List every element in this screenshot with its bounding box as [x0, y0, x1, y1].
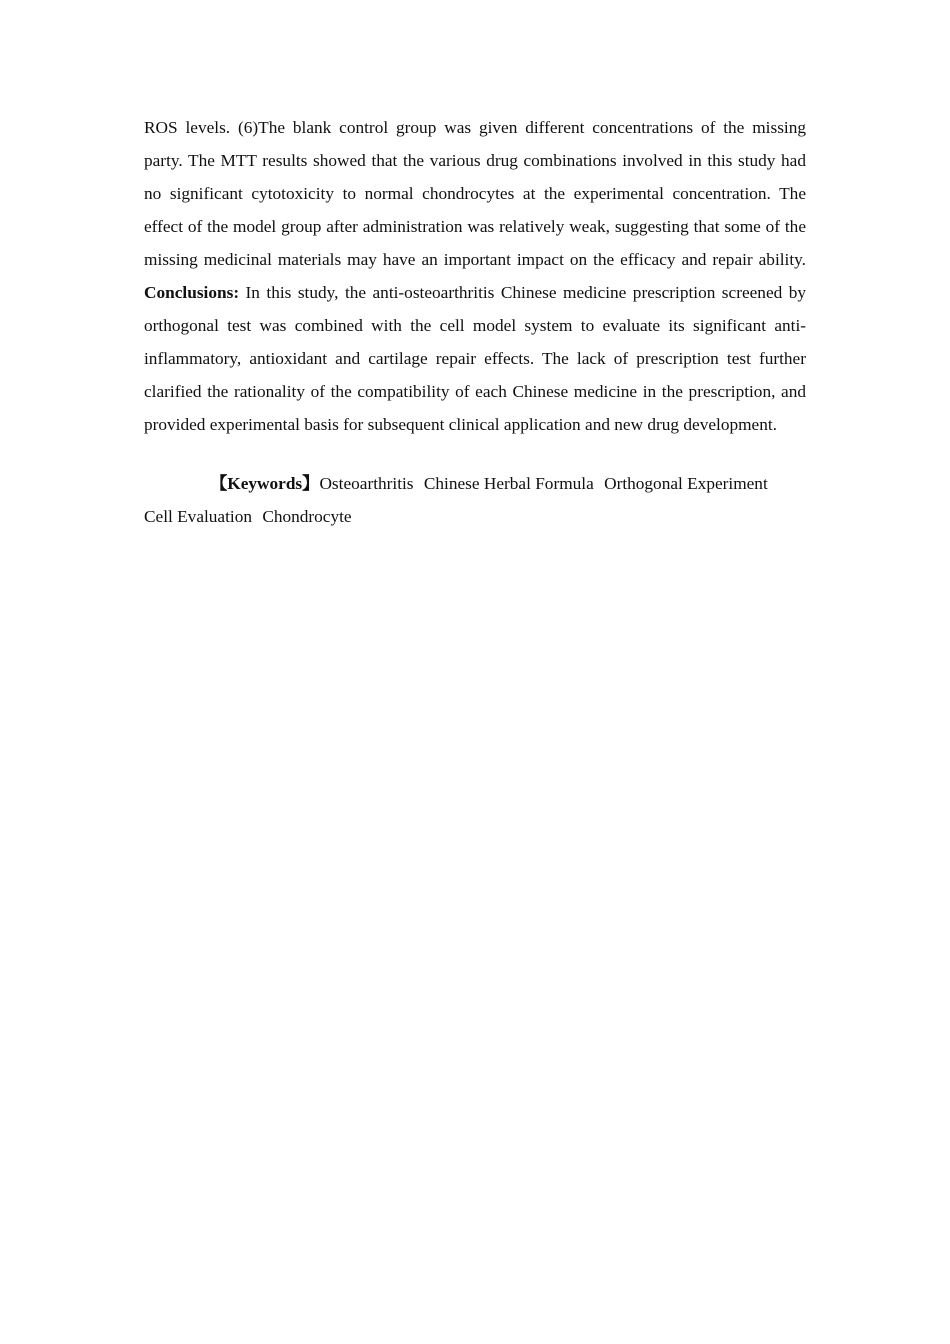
- keyword-term: Orthogonal Experiment: [604, 474, 768, 493]
- abstract-section: [144, 111, 806, 533]
- keywords-paragraph: [144, 467, 806, 533]
- keywords-label: 【Keywords】: [210, 474, 320, 493]
- keyword-term: Chinese Herbal Formula: [423, 474, 594, 493]
- conclusions-label: Conclusions:: [144, 283, 240, 302]
- keyword-term: Chondrocyte: [262, 507, 352, 526]
- abstract-results-text: ROS levels. (6)The blank control group was given different concentrations of the missing party. The MTT results showed that the various drug combinations involved in this study had no significant cytotoxicity to normal chondrocytes at the experimental concentration. The effect of the model group after administration was relatively weak, suggesting that some of the missing medicinal materials may have an important impact on the efficacy and repair ability.: [144, 118, 806, 269]
- keyword-term: Cell Evaluation: [144, 507, 252, 526]
- abstract-paragraph: [144, 111, 806, 441]
- abstract-conclusions-text: In this study, the anti-osteoarthritis Chinese medicine prescription screened by orthogonal test was combined with the cell model system to evaluate its significant anti-inflammatory, antioxidant and cartilage repair effects. The lack of prescription test further clarified the rationality of the compatibility of each Chinese medicine in the prescription, and provided experimental basis for subsequent clinical application and new drug development.: [144, 283, 806, 434]
- keyword-term: Osteoarthritis: [319, 474, 414, 493]
